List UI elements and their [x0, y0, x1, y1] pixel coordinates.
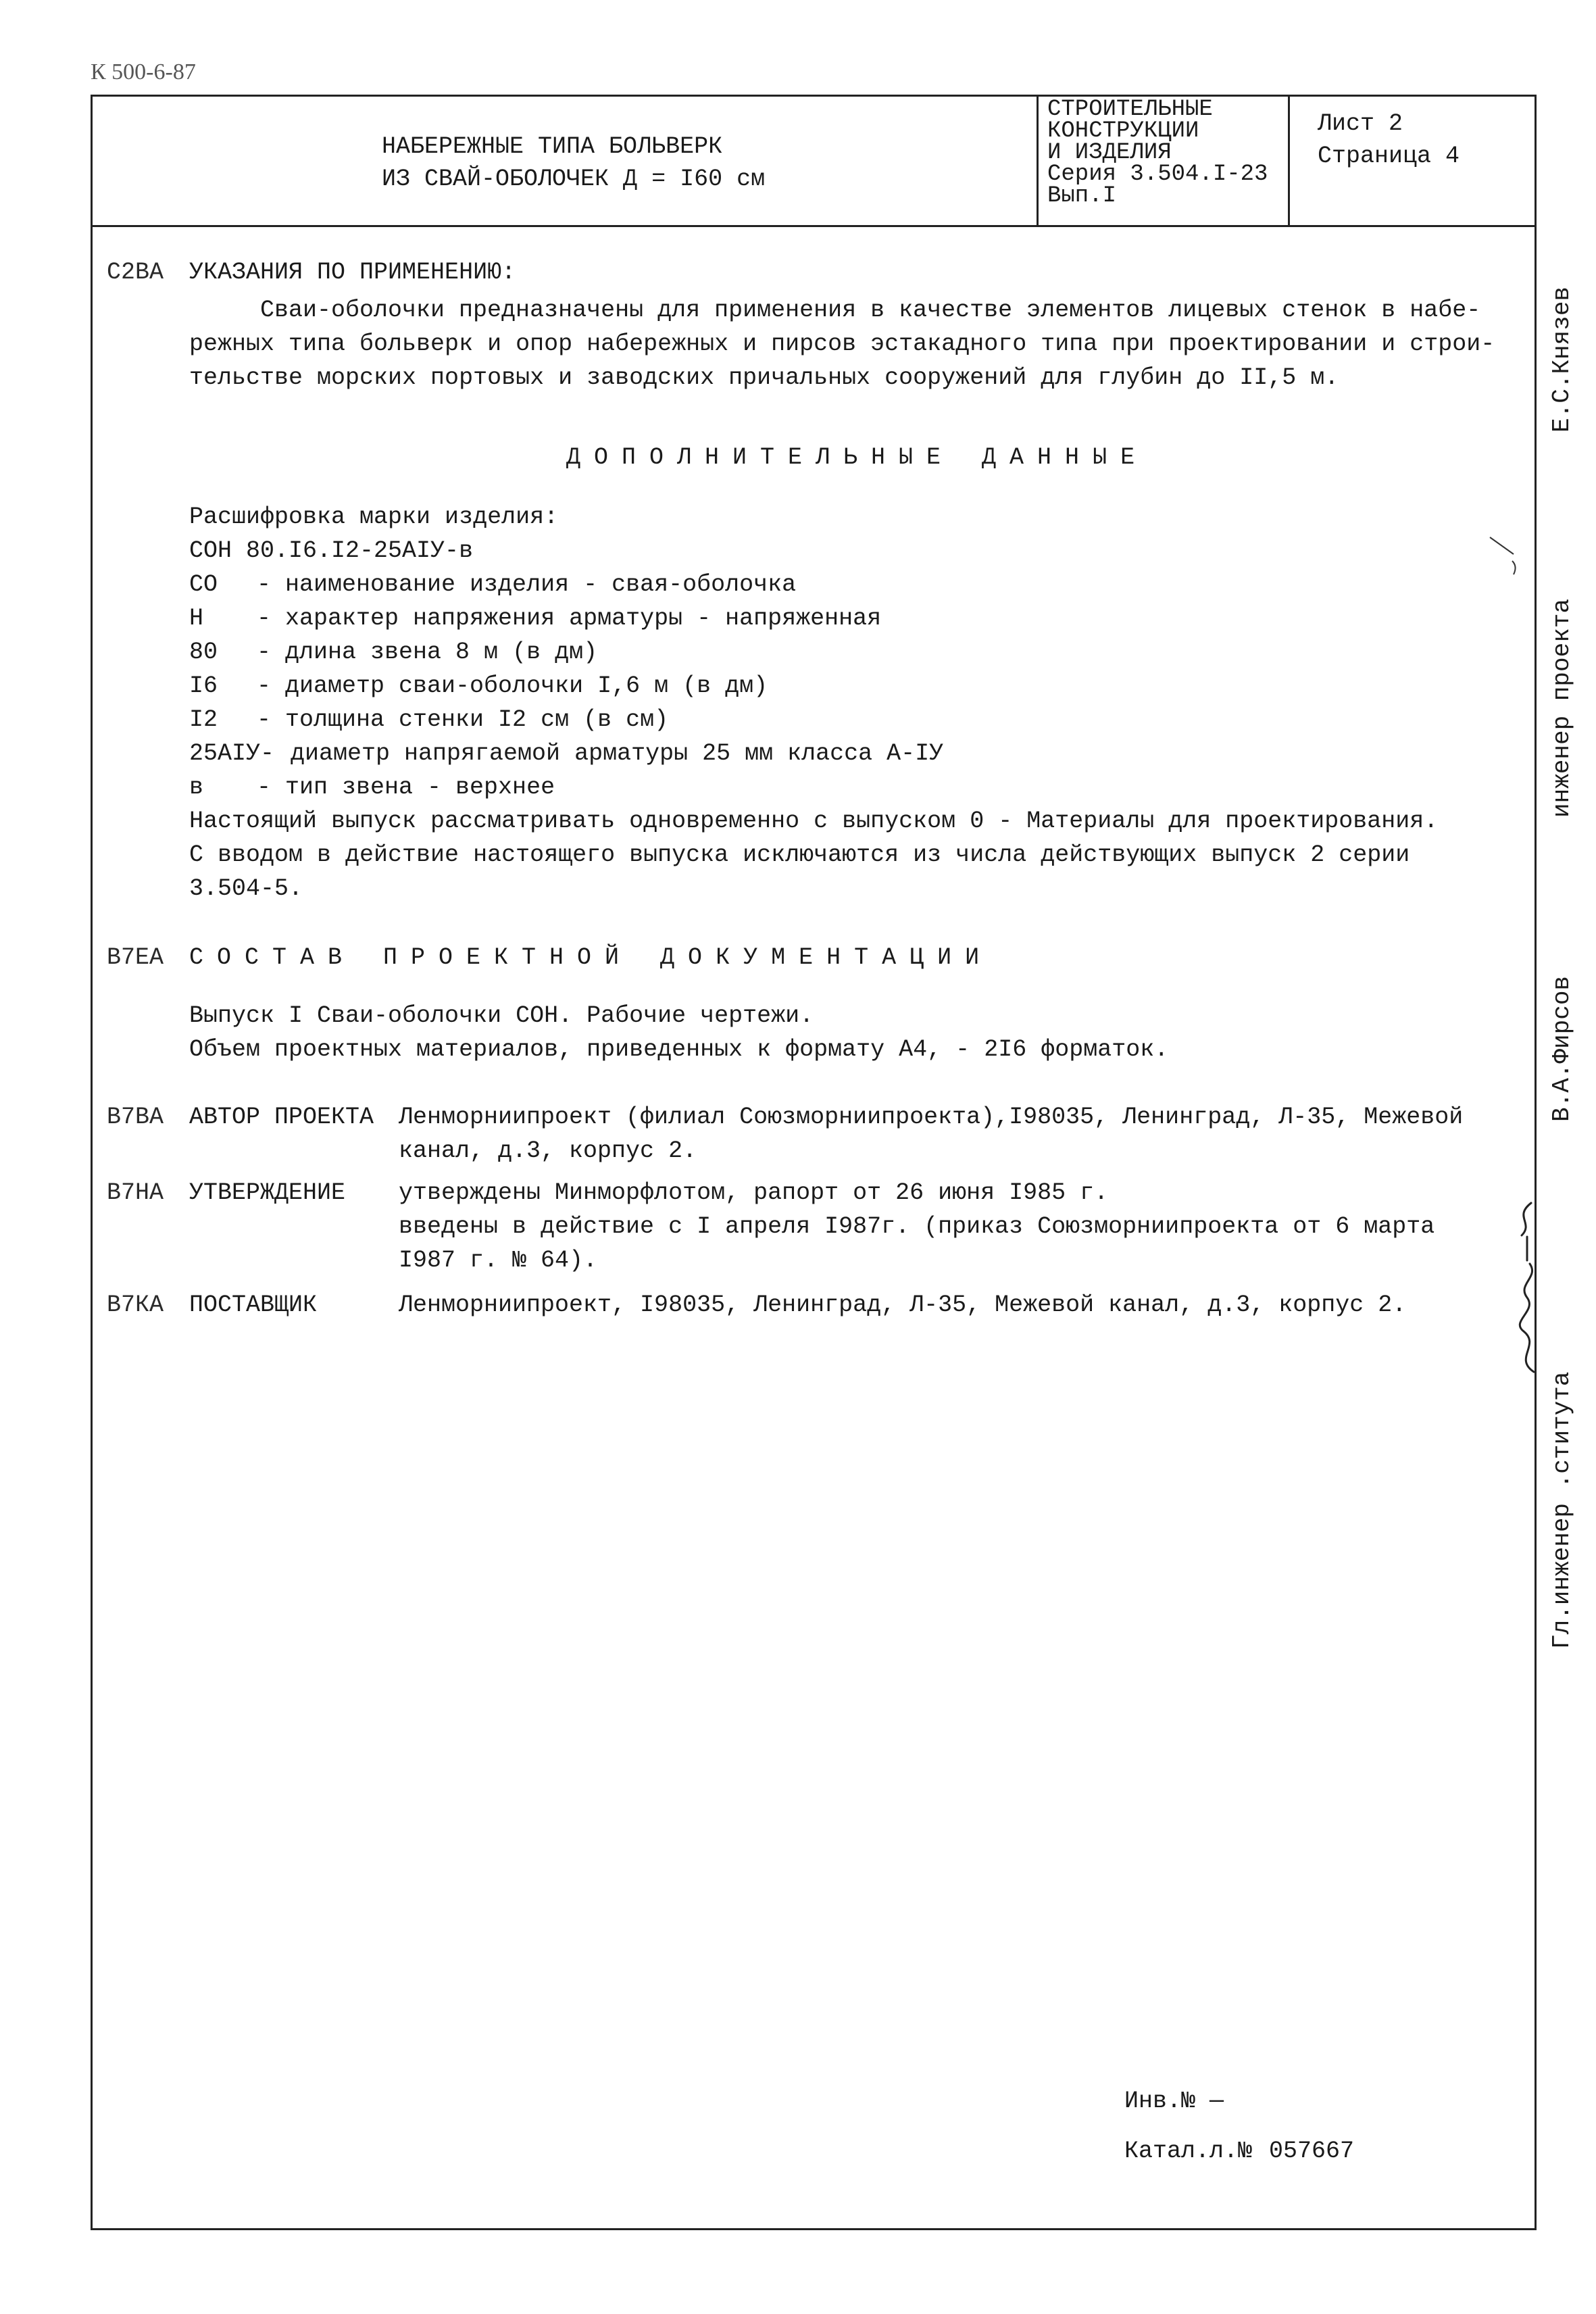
decode-key: 80	[189, 639, 218, 666]
decode-key: I6	[189, 672, 218, 699]
decode-text: - тип звена - верхнее	[257, 774, 555, 801]
note-line1: Настоящий выпуск рассматривать одновременно с выпуском 0 - Материалы для проектирования.	[189, 808, 1439, 835]
doc-title-line2: ИЗ СВАЙ-ОБОЛОЧЕК Д = I60 см	[382, 166, 766, 193]
usage-text-line3: тельстве морских портовых и заводских причальных сооружений для глубин до II,5 м.	[189, 364, 1339, 391]
category-line1: СТРОИТЕЛЬНЫЕ	[1047, 97, 1213, 122]
side-role-1: инженер проекта	[1548, 598, 1576, 818]
author-line2: канал, д.3, корпус 2.	[399, 1137, 697, 1164]
author-line1: Ленморниипроект (филиал Союзморниипроекта),I98035, Ленинград, Л-35, Межевой	[399, 1104, 1464, 1131]
category-line3: И ИЗДЕЛИЯ	[1047, 140, 1172, 166]
signature-image	[1507, 1196, 1547, 1379]
approval-line3: I987 г. № 64).	[399, 1247, 598, 1274]
note-line3: 3.504-5.	[189, 875, 303, 902]
inventory-label: Инв.№ —	[1124, 2088, 1224, 2115]
approval-line2: введены в действие с I апреля I987г. (приказ Союзморниипроекта от 6 марта	[399, 1213, 1435, 1240]
section-code-composition: В7ЕА	[107, 944, 164, 971]
side-name-2: В.А.Фирсов	[1548, 975, 1576, 1122]
sheet-label: Лист 2	[1318, 110, 1403, 137]
usage-heading: УКАЗАНИЯ ПО ПРИМЕНЕНИЮ:	[189, 259, 516, 286]
category-line2: КОНСТРУКЦИИ	[1047, 118, 1199, 144]
composition-line2: Объем проектных материалов, приведенных к формату А4, - 2I6 форматок.	[189, 1036, 1169, 1063]
decode-key: в	[189, 774, 204, 801]
approval-line1: утверждены Минморфлотом, рапорт от 26 июня I985 г.	[399, 1179, 1109, 1206]
section-code-supplier: В7КА	[107, 1291, 164, 1319]
decode-key: I2	[189, 706, 218, 733]
approval-label: УТВЕРЖДЕНИЕ	[189, 1179, 346, 1206]
composition-line1: Выпуск I Сваи-оболочки СОН. Рабочие чертежи.	[189, 1002, 814, 1029]
decode-key: СО	[189, 571, 218, 598]
signature-mark-1	[1487, 534, 1527, 581]
corner-stamp: К 500-6-87	[91, 59, 196, 84]
page-label: Страница 4	[1318, 143, 1460, 170]
supplier-line1: Ленморниипроект, I98035, Ленинград, Л-35, Межевой канал, д.3, корпус 2.	[399, 1291, 1407, 1319]
title-block-divider	[91, 225, 1537, 227]
section-code-author: В7ВА	[107, 1104, 164, 1131]
decode-text: - толщина стенки I2 см (в см)	[257, 706, 669, 733]
catalog-label: Катал.л.№	[1124, 2138, 1253, 2165]
series-label: Серия 3.504.I-23	[1047, 162, 1268, 187]
decode-text: диаметр напрягаемой арматуры 25 мм класса А-IУ	[291, 740, 944, 767]
composition-heading: СОСТАВ ПРОЕКТНОЙ ДОКУМЕНТАЦИИ	[189, 944, 993, 971]
decode-text: - диаметр сваи-оболочки I,6 м (в дм)	[257, 672, 768, 699]
issue-label: Вып.I	[1047, 183, 1117, 209]
catalog-number: 057667	[1269, 2138, 1355, 2165]
decode-key: 25АIУ-	[189, 740, 275, 767]
title-block-separator-2	[1288, 95, 1290, 226]
decode-text: - наименование изделия - свая-оболочка	[257, 571, 797, 598]
note-line2: С вводом в действие настоящего выпуска исключаются из числа действующих выпуск 2 серии	[189, 841, 1410, 868]
decode-title: Расшифровка марки изделия:	[189, 503, 559, 531]
page-frame	[91, 95, 1537, 2230]
usage-text-line1: Сваи-оболочки предназначены для применения в качестве элементов лицевых стенок в набе-	[260, 297, 1481, 324]
supplier-label: ПОСТАВЩИК	[189, 1291, 318, 1319]
doc-title-line1: НАБЕРЕЖНЫЕ ТИПА БОЛЬВЕРК	[382, 133, 723, 160]
section-code-approval: В7НА	[107, 1179, 164, 1206]
decode-text: - длина звена 8 м (в дм)	[257, 639, 598, 666]
author-label: АВТОР ПРОЕКТА	[189, 1104, 374, 1131]
product-mark: СОН 80.I6.I2-25АIУ-в	[189, 537, 474, 564]
side-name-1: Е.С.Князев	[1548, 286, 1576, 433]
decode-text: - характер напряжения арматуры - напряженная	[257, 605, 882, 632]
section-code-usage: С2ВА	[107, 259, 164, 286]
title-block-separator-1	[1037, 95, 1039, 226]
additional-heading: ДОПОЛНИТЕЛЬНЫЕ ДАННЫЕ	[566, 444, 1149, 471]
side-role-2: Гл.инженер .ститута	[1548, 1371, 1576, 1649]
usage-text-line2: режных типа больверк и опор набережных и пирсов эстакадного типа при проектировании и строи-	[189, 330, 1495, 358]
category-block	[1047, 99, 1268, 207]
decode-key: Н	[189, 605, 204, 632]
